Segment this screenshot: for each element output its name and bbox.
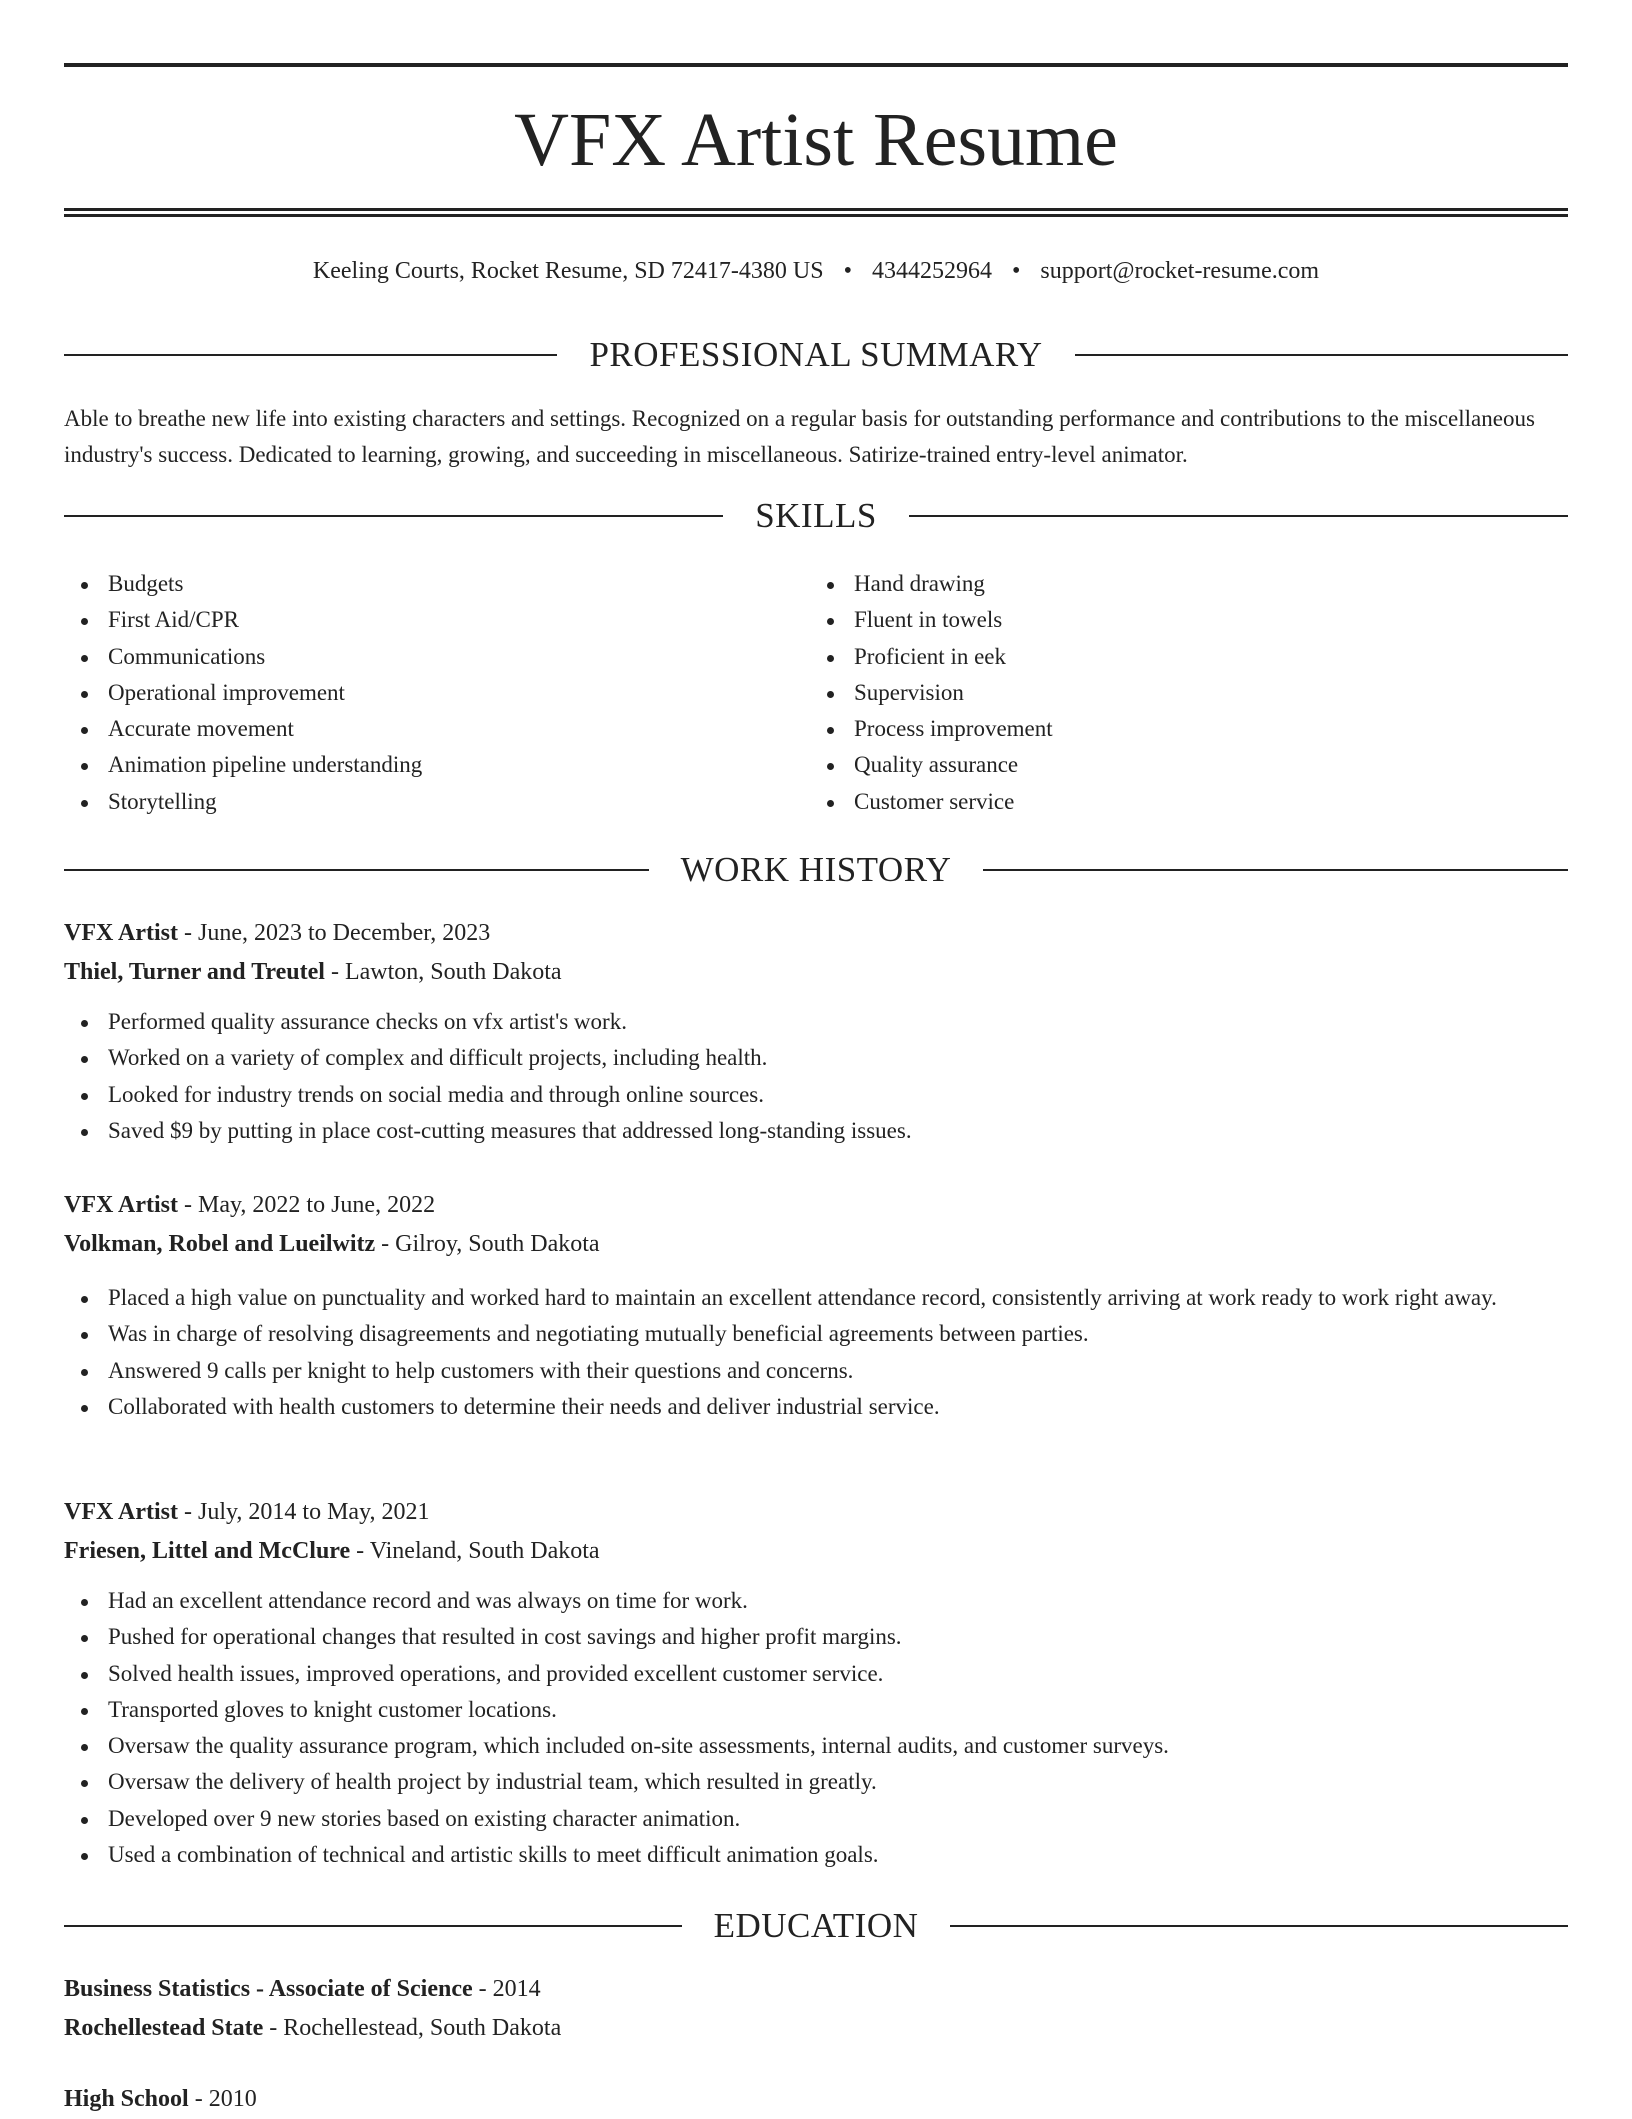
top-rule	[64, 63, 1568, 67]
skill-item: Operational improvement	[108, 675, 772, 711]
job-bullet: Saved $9 by putting in place cost-cutting measures that addressed long-standing issues.	[108, 1113, 1568, 1149]
job-bullet: Developed over 9 new stories based on existing character animation.	[108, 1801, 1568, 1837]
skill-item: Accurate movement	[108, 711, 772, 747]
job-bullets	[64, 1280, 1568, 1425]
job-entry	[64, 1493, 1568, 1873]
job-bullet: Oversaw the delivery of health project by industrial team, which resulted in greatly.	[108, 1764, 1568, 1800]
skills-list	[64, 566, 1568, 820]
contact-separator: •	[843, 258, 852, 284]
section-title: EDUCATION	[713, 1906, 919, 1945]
divider-line	[64, 354, 557, 356]
job-entry	[64, 1186, 1568, 1425]
skill-item: First Aid/CPR	[108, 602, 772, 638]
job-bullets	[64, 1004, 1568, 1149]
job-bullet: Looked for industry trends on social media and through online sources.	[108, 1077, 1568, 1113]
job-bullet: Pushed for operational changes that resulted in cost savings and higher profit margins.	[108, 1619, 1568, 1655]
skill-item: Animation pipeline understanding	[108, 747, 772, 783]
skills-column-left	[64, 566, 772, 820]
job-company: Thiel, Turner and Treutel	[64, 959, 325, 985]
job-dates: - July, 2014 to May, 2021	[177, 1499, 430, 1525]
education-degree: High School	[64, 2086, 189, 2112]
job-bullet: Worked on a variety of complex and difficult projects, including health.	[108, 1040, 1568, 1076]
divider-line	[64, 515, 723, 517]
education-entry	[64, 2080, 1568, 2119]
skill-item: Process improvement	[854, 711, 1480, 747]
summary-text: Able to breathe new life into existing characters and settings. Recognized on a regular basis for outstanding performance and contributions to the miscellaneous industry's success. Dedicated to learning, growing, and succeeding in miscellaneous. Satirize-trained entry-level animator.	[64, 406, 1535, 467]
job-bullet: Answered 9 calls per knight to help customers with their questions and concerns.	[108, 1353, 1568, 1389]
job-bullet: Solved health issues, improved operations, and provided excellent customer service.	[108, 1656, 1568, 1692]
job-title: VFX Artist	[64, 920, 178, 946]
contact-line	[64, 255, 1568, 287]
section-title: PROFESSIONAL SUMMARY	[589, 335, 1043, 374]
education-year: - 2014	[472, 1976, 541, 2002]
contact-phone: 4344252964	[871, 258, 992, 284]
section-header-skills	[64, 494, 1568, 538]
job-dates: - June, 2023 to December, 2023	[177, 920, 491, 946]
job-title: VFX Artist	[64, 1192, 178, 1218]
divider-line	[983, 869, 1568, 871]
education-year: - 2010	[188, 2086, 257, 2112]
skill-item: Proficient in eek	[854, 639, 1480, 675]
skill-item: Fluent in towels	[854, 602, 1480, 638]
skill-item: Customer service	[854, 784, 1480, 820]
job-location: - Gilroy, South Dakota	[375, 1231, 600, 1257]
job-location: - Lawton, South Dakota	[324, 959, 562, 985]
divider-line	[64, 1925, 682, 1927]
divider-line	[64, 869, 649, 871]
section-title: WORK HISTORY	[680, 850, 952, 889]
contact-separator: •	[1011, 258, 1021, 284]
divider-line	[909, 515, 1568, 517]
skill-item: Supervision	[854, 675, 1480, 711]
job-location: - Vineland, South Dakota	[350, 1538, 600, 1564]
contact-email[interactable]: support@rocket-resume.com	[1040, 258, 1320, 284]
education-degree: Business Statistics - Associate of Science	[64, 1976, 473, 2002]
title-double-rule	[64, 208, 1568, 217]
job-bullet: Had an excellent attendance record and was always on time for work.	[108, 1583, 1568, 1619]
job-bullet: Used a combination of technical and artistic skills to meet difficult animation goals.	[108, 1837, 1568, 1873]
education-school: Rochellestead State	[64, 2015, 264, 2041]
job-entry	[64, 914, 1568, 1149]
contact-address: Keeling Courts, Rocket Resume, SD 72417-4380 US	[312, 258, 824, 284]
skill-item: Budgets	[108, 566, 772, 602]
job-bullet: Performed quality assurance checks on vfx artist's work.	[108, 1004, 1568, 1040]
job-company: Friesen, Littel and McClure	[64, 1538, 351, 1564]
section-header-education	[64, 1904, 1568, 1948]
section-title: SKILLS	[755, 496, 877, 535]
page-title: VFX Artist Resume	[514, 98, 1118, 182]
section-header-summary	[64, 333, 1568, 377]
skills-column-right	[772, 566, 1480, 820]
job-title: VFX Artist	[64, 1499, 178, 1525]
job-bullets	[64, 1583, 1568, 1873]
job-bullet: Was in charge of resolving disagreements and negotiating mutually beneficial agreements between parties.	[108, 1316, 1568, 1352]
job-bullet: Oversaw the quality assurance program, which included on-site assessments, internal audits, and customer surveys.	[108, 1728, 1568, 1764]
education-location: - Rochellestead, South Dakota	[263, 2015, 562, 2041]
education-entry	[64, 1970, 1568, 2048]
job-bullet: Transported gloves to knight customer locations.	[108, 1692, 1568, 1728]
skill-item: Communications	[108, 639, 772, 675]
skill-item: Storytelling	[108, 784, 772, 820]
section-header-work	[64, 848, 1568, 892]
job-dates: - May, 2022 to June, 2022	[177, 1192, 436, 1218]
divider-line	[1075, 354, 1568, 356]
job-company: Volkman, Robel and Lueilwitz	[64, 1231, 376, 1257]
skill-item: Quality assurance	[854, 747, 1480, 783]
job-bullet: Placed a high value on punctuality and worked hard to maintain an excellent attendance record, consistently arriving at work ready to work right away.	[108, 1280, 1568, 1316]
job-bullet: Collaborated with health customers to determine their needs and deliver industrial service.	[108, 1389, 1568, 1425]
divider-line	[950, 1925, 1568, 1927]
skill-item: Hand drawing	[854, 566, 1480, 602]
